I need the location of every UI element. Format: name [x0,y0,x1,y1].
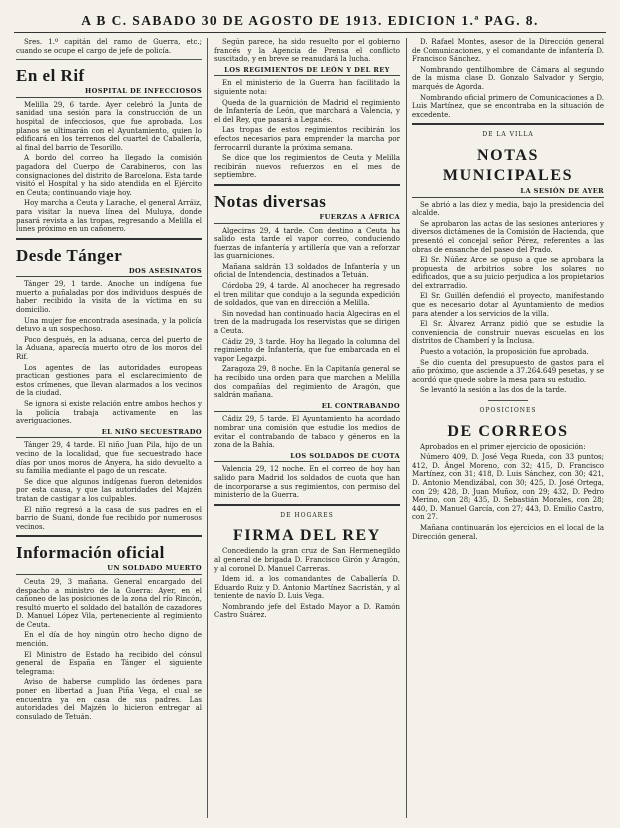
subhead: EL NIÑO SECUESTRADO [16,428,202,439]
subhead: LOS SOLDADOS DE CUOTA [214,452,400,463]
paragraph: Nombrando jefe del Estado Mayor a D. Ramón Castro Suárez. [214,602,400,620]
paragraph: Se dice que los regimientos de Ceuta y Melilla recibirán nuevos refuerzos en el mes de septiembre. [214,154,400,180]
paragraph: Zaragoza 29, 8 noche. En la Capitanía general se ha recibido una orden para que marchen a Melilla dos compañías del regimiento de Aragón, que saldrán mañana. [214,365,400,400]
subhead: HOSPITAL DE INFECCIOSOS [16,87,202,98]
paragraph: Mañana continuarán los ejercicios en el local de la Dirección general. [412,523,604,541]
paragraph: En el ministerio de la Guerra han facilitado la siguiente nota: [214,79,400,96]
paragraph: Valencia 29, 12 noche. En el correo de hoy han salido para Madrid los soldados de cuota que han de incorporarse a sus regimientos, con permiso del ministerio de la Guerra. [214,465,400,500]
subhead: LA SESIÓN DE AYER [412,187,604,198]
paragraph: Córdoba 29, 4 tarde. Al anochecer ha regresado el tren militar que condujo a la segunda expedición de soldados, que van en dirección a Melilla. [214,282,400,308]
divider [16,238,202,240]
divider [412,123,604,125]
paragraph: El Sr. Núñez Arce se opuso a que se aprobara la propuesta de arbitrios sobre los solares no edificados, que a su juicio perjudica a los propietarios del extrarradio. [412,256,604,290]
paragraph: Idem id. a los comandantes de Caballería D. Eduardo Ruiz y D. Antonio Martínez Sacristán, y al teniente de navío D. Luis Vega. [214,575,400,601]
section-label: DE HOGARES [280,511,334,519]
column-rule [207,38,208,818]
headline-correos: DE CORREOS [447,422,569,440]
divider [488,400,528,401]
divider [214,504,400,506]
paragraph: Tánger 29, 4 tarde. El niño Juan Pila, hijo de un vecino de la localidad, que fue secuestrado hace días por unos moros de Anyera, ha sido devuelto a su familia mediante el pago de un rescate. [16,441,202,476]
paragraph: Las tropas de estos regimientos recibirán los efectos necesarios para emprender la marcha por ferrocarril durante la próxima semana. [214,126,400,152]
divider [16,59,202,60]
subhead: UN SOLDADO MUERTO [16,564,202,575]
paragraph: Se levantó la sesión a las dos de la tarde. [420,386,567,395]
paragraph: El niño regresó a la casa de sus padres en el barrio de Suani, donde fue recibido por numerosos vecinos. [16,505,202,531]
paragraph: Mañana saldrán 13 soldados de Infantería y un oficial de Intendencia, destinados a Tetuán. [214,262,400,280]
divider [214,184,400,186]
paragraph: Ceuta 29, 3 mañana. General encargado del despacho a ministro de la Guerra: Ayer, en el cañoneo de las posiciones de la zona del río Rincón, resultó muerto el soldado del batallón de cazadores D. Manuel López Vila, perteneciente al regimiento de Ceuta. [16,577,202,629]
paragraph: Se aprobaron las actas de las sesiones anteriores y diversos dictámenes de la Comisión de Hacienda, que presentó el concejal señor Pérez, referentes a las obras de ensanche del paseo del Prado. [412,219,604,254]
column-middle [214,38,400,820]
paragraph: Una mujer fue encontrada asesinada, y la policía detuvo a un sospechoso. [16,316,202,334]
headline-tanger: Desde Tánger [16,245,123,265]
paragraph: Poco después, en la aduana, cerca del puerto de la Aduana, aparecía muerto otro de los moros del Rif. [16,335,202,362]
paragraph: Los agentes de las autoridades europeas practican gestiones para el esclarecimiento de estos crímenes, que llevan alarmados a los vecinos de la ciudad. [16,363,202,398]
paragraph: Algeciras 29, 4 tarde. Con destino a Ceuta ha salido esta tarde el vapor correo, conduciendo fuerzas de infantería y artillería que van a reforzar las guarniciones. [214,226,400,261]
divider [16,535,202,537]
headline-notas: Notas diversas [214,191,327,211]
paragraph: Se dio cuenta del presupuesto de gastos para el año próximo, que asciende a 37.264.649 pesetas, y se acordó que quede sobre la mesa para su estudio. [412,358,604,384]
intro-text: Sres. 1.º capitán del ramo de Guerra, etc.; cuando se ocupe el cargo de jefe de policía. [16,38,202,55]
paragraph: A bordo del correo ha llegado la comisión pagadora del Cuerpo de Carabineros, con las consignaciones del distrito de Barcelona. Esta tarde visitó el Hospital y ha sido atendida en el Ejército en Ceuta; continuando viaje hoy. [16,154,202,197]
headline-informacion: Información oficial [16,543,165,563]
paragraph: Se ignora si existe relación entre ambos hechos y la policía trabaja activamente en las averiguaciones. [16,400,202,426]
subhead: LOS REGIMIENTOS DE LEÓN Y DEL REY [214,66,400,77]
paragraph: Se abrió a las diez y media, bajo la presidencia del alcalde. [412,200,604,218]
paragraph: Hoy marcha a Ceuta y Larache, el general Arráiz, para visitar la nueva línea del Muluya, donde pasará revista a las tropas, regresando a Melilla el lunes próximo en un cañonero. [16,199,202,234]
paragraph: Concediendo la gran cruz de San Hermenegildo al general de brigada D. Francisco Girón y Aragón, y al coronel D. Manuel Carreras. [214,547,400,573]
paragraph: Sin novedad han continuado hacia Algeciras en el tren de la madrugada los reservistas que se dirigen a Ceuta. [214,309,400,336]
page-header: A B C. SABADO 30 DE AGOSTO DE 1913. EDICION 1.ª PAG. 8. [14,10,606,33]
paragraph: Aprobados en el primer ejercicio de oposición: [420,442,586,451]
subhead: EL CONTRABANDO [214,402,400,413]
paragraph: El Sr. Guillén defendió el proyecto, manifestando que es necesario dotar al Ayuntamiento de medios para atender a los servicios de la villa. [412,292,604,318]
intro-text: Según parece, ha sido resuelto por el gobierno francés y la Agencia de Prensa el conflicto suscitado, y en breve se reanudará la lucha. [214,38,400,64]
subhead: DOS ASESINATOS [16,267,202,278]
headline-firma: FIRMA DEL REY [233,527,381,545]
paragraph: Nombrando gentilhombre de Cámara al segundo de la misma clase D. Gonzalo Salvador y Sergio, marqués de Agorda. [412,65,604,91]
paragraph: El Sr. Álvarez Arranz pidió que se estudie la conveniencia de construir nuevas escuelas en los distritos de Chamberí y la Inclusa. [412,320,604,346]
headline-notas-municipales: NOTAS MUNICIPALES [442,146,574,184]
paragraph: El Ministro de Estado ha recibido del cónsul general de España en Tánger el siguiente telegrama: [16,650,202,676]
paragraph: Nombrando oficial primero de Comunicaciones a D. Luis Martínez, que se encontraba en la situación de excedente. [412,93,604,119]
paragraph: Puesto a votación, la proposición fue aprobada. [420,348,589,357]
paragraph: Cádiz 29, 3 tarde. Hoy ha llegado la columna del regimiento de Infantería, que fue embarcada en el vapor Legazpi. [214,337,400,363]
column-rule [406,38,407,818]
headline-rif: En el Rif [16,66,85,86]
intro-text: D. Rafael Montes, asesor de la Dirección general de Comunicaciones, y el comandante de infantería D. Francisco Sánchez. [412,38,604,64]
subhead: FUERZAS A ÁFRICA [214,213,400,224]
column-left [16,38,202,820]
paragraph: Melilla 29, 6 tarde. Ayer celebró la Junta de sanidad una sesión para la construcción de un hospital de infecciosos, que fue aprobada. Los planos se ultimarán con el Ayuntamiento, quien lo edificará en los terrenos del cuartel de Caballería, al final del barrio de Tesorillo. [16,100,202,152]
column-right [412,38,604,820]
paragraph: Queda de la guarnición de Madrid el regimiento de Infantería de León, que marchará a Valencia, y el del Rey, que pasará a Leganés. [214,98,400,124]
paragraph: Número 409, D. José Vega Rueda, con 33 puntos; 412, D. Ángel Moreno, con 32; 415, D. Francisco Martínez, con 31; 418, D. Luis Sánchez, con 30; 421, D. Antonio Mendizábal, con 30; 425, D. José Ortega, con 29; 428, D. Juan Muñoz, con 29; 432, D. Pedro Merino, con 28; 435, D. Sebastián Morales, con 28; 440, D. Manuel García, con 27; 443, D. Emilio Castro, con 27. [412,453,604,522]
section-label: DE LA VILLA [482,131,534,139]
section-label: OPOSICIONES [479,407,537,414]
paragraph: En el día de hoy ningún otro hecho digno de mención. [16,631,202,649]
paragraph: Tánger 29, 1 tarde. Anoche un indígena fue muerto a puñaladas por dos individuos después de haber recibido la visita de la víctima en su domicilio. [16,280,202,315]
paragraph: Cádiz 29, 5 tarde. El Ayuntamiento ha acordado nombrar una comisión que estudie los medios de evitar el contrabando de tabaco y géneros en la zona de la Bahía. [214,415,400,450]
paragraph: Se dice que algunos indígenas fueron detenidos por esta causa, y que las autoridades del Majzén tratan de castigar a los culpables. [16,477,202,503]
paragraph: Aviso de haberse cumplido las órdenes para poner en libertad a Juan Piña Vega, el cual se encuentra ya en casa de sus padres. Las autoridades del Majzén lo hicieron entregar al consulado de Tetuán. [16,678,202,721]
